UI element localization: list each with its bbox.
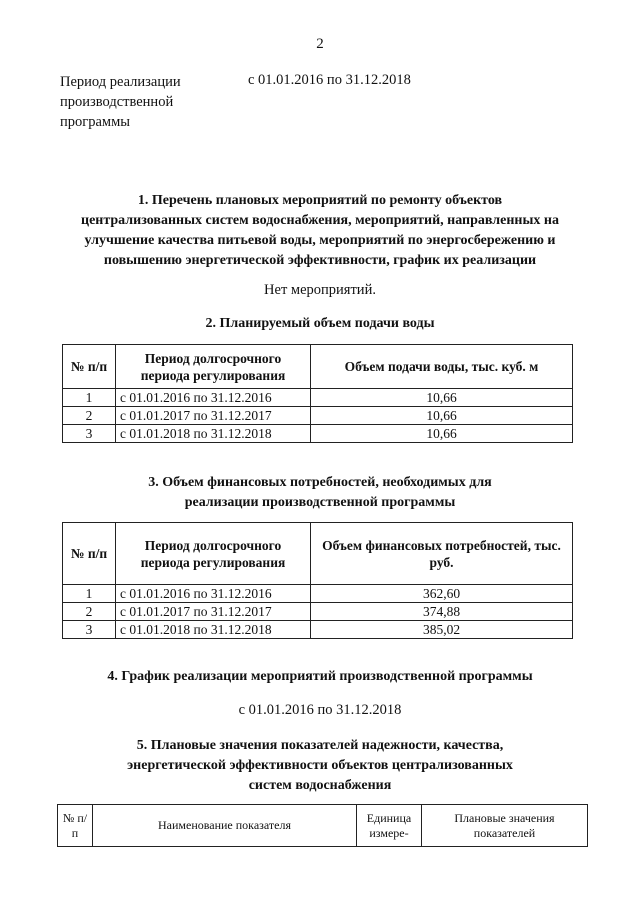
section2-heading: 2. Планируемый объем подачи воды <box>205 316 435 331</box>
section5-heading <box>0 736 640 796</box>
header-indicator-name: Наименование показателя <box>93 805 357 847</box>
section1-heading <box>0 191 640 271</box>
table-header-row <box>63 345 573 389</box>
table-header-row <box>63 523 573 585</box>
row-value: 10,66 <box>311 407 573 425</box>
row-number: 2 <box>63 407 116 425</box>
header-number: № п/п <box>63 523 116 585</box>
section1-heading-line: централизованных систем водоснабжения, мероприятий, направленных на <box>81 213 559 228</box>
section4-period: с 01.01.2016 по 31.12.2018 <box>238 702 402 718</box>
section4-heading: 4. График реализации мероприятий производственной программы <box>107 669 533 684</box>
financial-needs-table <box>62 522 573 639</box>
table-row <box>63 407 573 425</box>
header-planned-values: Плановые значения показателей <box>422 805 588 847</box>
section1-heading-line: 1. Перечень плановых мероприятий по ремонту объектов <box>137 193 503 208</box>
row-value: 10,66 <box>311 425 573 443</box>
section5-heading-line: энергетической эффективности объектов централизованных <box>127 758 513 773</box>
row-period: с 01.01.2016 по 31.12.2016 <box>116 585 311 603</box>
section3-heading-line: реализации производственной программы <box>184 495 456 510</box>
row-number: 3 <box>63 425 116 443</box>
water-supply-table <box>62 344 573 443</box>
header-financial: Объем финансовых потребностей, тыс. руб. <box>311 523 573 585</box>
row-number: 3 <box>63 621 116 639</box>
row-period: с 01.01.2017 по 31.12.2017 <box>116 407 311 425</box>
indicators-table <box>57 804 588 847</box>
header-number: № п/п <box>58 805 93 847</box>
page-number: 2 <box>316 36 324 52</box>
section1-heading-line: повышению энергетической эффективности, график их реализации <box>103 253 537 268</box>
section3-heading <box>0 473 640 513</box>
row-period: с 01.01.2018 по 31.12.2018 <box>116 425 311 443</box>
period-label <box>60 72 220 132</box>
section1-heading-line: улучшение качества питьевой воды, мероприятий по энергосбережению и <box>84 233 556 248</box>
header-period: Период долгосрочного периода регулирования <box>116 345 311 389</box>
row-number: 1 <box>63 389 116 407</box>
period-value: с 01.01.2016 по 31.12.2018 <box>248 72 411 88</box>
period-label-line: производственной <box>60 94 174 110</box>
table-row <box>63 389 573 407</box>
header-number: № п/п <box>63 345 116 389</box>
row-number: 1 <box>63 585 116 603</box>
table-row <box>63 585 573 603</box>
section5-heading-line: систем водоснабжения <box>248 778 392 793</box>
header-unit: Единица измере- <box>357 805 422 847</box>
row-period: с 01.01.2017 по 31.12.2017 <box>116 603 311 621</box>
table-header-row <box>58 805 588 847</box>
table-row <box>63 425 573 443</box>
row-value: 10,66 <box>311 389 573 407</box>
section1-note: Нет мероприятий. <box>264 282 376 298</box>
row-value: 362,60 <box>311 585 573 603</box>
table-row <box>63 603 573 621</box>
period-label-line: Период реализации <box>60 74 181 90</box>
header-period: Период долгосрочного периода регулирования <box>116 523 311 585</box>
row-value: 385,02 <box>311 621 573 639</box>
row-period: с 01.01.2018 по 31.12.2018 <box>116 621 311 639</box>
row-number: 2 <box>63 603 116 621</box>
header-volume: Объем подачи воды, тыс. куб. м <box>311 345 573 389</box>
section3-heading-line: 3. Объем финансовых потребностей, необходимых для <box>148 475 492 490</box>
section5-heading-line: 5. Плановые значения показателей надежности, качества, <box>136 738 504 753</box>
table-row <box>63 621 573 639</box>
row-value: 374,88 <box>311 603 573 621</box>
period-label-line: программы <box>60 114 130 130</box>
row-period: с 01.01.2016 по 31.12.2016 <box>116 389 311 407</box>
